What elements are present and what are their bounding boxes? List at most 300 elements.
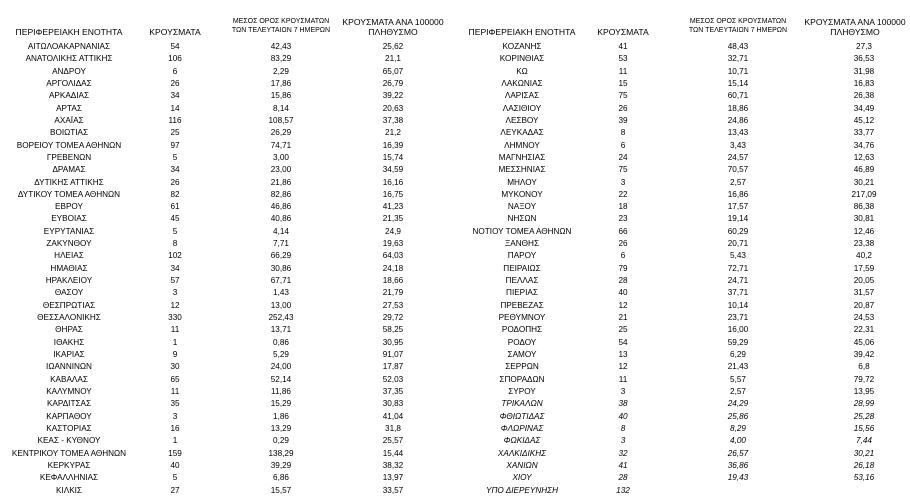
left-cell-region: ΕΥΒΟΙΑΣ xyxy=(51,214,87,224)
right-cell-per100k: 20,05 xyxy=(853,276,875,286)
right-cell-per100k: 86,38 xyxy=(853,202,875,212)
left-cell-avg: 5,29 xyxy=(273,350,289,359)
left-cell-region: ΑΝΔΡΟΥ xyxy=(52,66,86,76)
right-cell-region: ΠΕΙΡΑΙΩΣ xyxy=(503,263,541,273)
table-row xyxy=(0,287,910,299)
right-cell-region: ΜΑΓΝΗΣΙΑΣ xyxy=(498,152,546,162)
left-cell-cases: 159 xyxy=(168,448,182,458)
table-row xyxy=(0,250,910,262)
right-cell-per100k: 40,2 xyxy=(856,251,872,261)
right-cell-per100k: 27,3 xyxy=(856,42,872,51)
right-cell-per100k: 13,95 xyxy=(853,386,875,396)
left-cell-region: ΑΙΤΩΛΟΑΚΑΡΝΑΝΙΑΣ xyxy=(27,42,111,51)
left-cell-per100k: 29,72 xyxy=(382,313,404,323)
left-cell-per100k: 24,18 xyxy=(382,263,404,273)
table-row xyxy=(0,41,910,53)
left-cell-cases: 12 xyxy=(170,300,180,310)
left-cell-avg: 0,29 xyxy=(273,436,289,446)
left-cell-per100k: 13,97 xyxy=(382,473,404,483)
left-cell-region: ΚΑΡΔΙΤΣΑΣ xyxy=(46,399,92,409)
right-cell-cases: 75 xyxy=(618,165,628,175)
table-row xyxy=(0,201,910,213)
right-cell-region: ΜΗΛΟΥ xyxy=(507,177,537,187)
left-cell-cases: 16 xyxy=(170,423,180,433)
right-cell-region: ΤΡΙΚΑΛΩΝ xyxy=(501,399,543,409)
left-cell-per100k: 37,38 xyxy=(382,115,404,125)
left-cell-cases: 3 xyxy=(172,411,178,421)
table-row xyxy=(0,66,910,78)
left-cell-per100k: 34,59 xyxy=(382,165,404,175)
table-row xyxy=(0,226,910,238)
left-cell-per100k: 15,74 xyxy=(382,152,404,162)
right-cell-per100k: 79,72 xyxy=(853,374,875,384)
right-cell-region: ΧΙΟΥ xyxy=(512,473,532,483)
right-cell-region: ΝΗΣΩΝ xyxy=(507,214,537,224)
left-cell-region: ΕΒΡΟΥ xyxy=(55,202,83,212)
left-cell-cases: 27 xyxy=(170,485,180,495)
table-row xyxy=(0,324,910,336)
right-cell-avg xyxy=(676,485,800,497)
right-cell-region: ΝΟΤΙΟΥ ΤΟΜΕΑ ΑΘΗΝΩΝ xyxy=(472,226,572,236)
right-cell-region: ΠΕΛΛΑΣ xyxy=(505,276,539,286)
left-cell-cases: 5 xyxy=(172,152,178,162)
left-cell-per100k: 25,57 xyxy=(382,436,404,446)
right-cell-avg: 10,14 xyxy=(727,300,749,310)
right-cell-per100k: 7,44 xyxy=(856,436,872,446)
left-cell-per100k: 16,39 xyxy=(382,140,404,150)
left-cell-avg: 1,43 xyxy=(273,288,289,298)
right-cell-region: ΦΩΚΙΔΑΣ xyxy=(503,436,541,446)
table-row xyxy=(0,53,910,65)
table-row xyxy=(0,349,910,361)
left-cell-avg: 2,29 xyxy=(273,66,289,76)
left-cell-cases: 102 xyxy=(168,251,182,261)
right-cell-region: ΛΕΥΚΑΔΑΣ xyxy=(500,128,544,138)
right-cell-region: ΛΑΡΙΣΑΣ xyxy=(504,91,540,101)
left-cell-avg: 11,86 xyxy=(271,386,291,396)
left-cell-region: ΚΑΣΤΟΡΙΑΣ xyxy=(46,423,92,433)
right-cell-per100k: 24,53 xyxy=(853,313,875,323)
right-cell-avg: 60,71 xyxy=(727,91,749,101)
right-cell-region: ΜΕΣΣΗΝΙΑΣ xyxy=(498,165,546,175)
left-cell-per100k: 39,22 xyxy=(382,91,404,101)
header-per100k-right-line1: ΚΡΟΥΣΜΑΤΑ ΑΝΑ 100000 xyxy=(804,17,906,27)
left-cell-avg: 83,29 xyxy=(270,54,292,64)
right-cell-cases: 40 xyxy=(618,288,628,298)
header-cases-left: ΚΡΟΥΣΜΑΤΑ xyxy=(149,27,201,37)
right-cell-region: ΛΑΣΙΘΙΟΥ xyxy=(502,103,542,113)
left-cell-avg: 66,29 xyxy=(270,251,292,261)
right-cell-region: ΠΡΕΒΕΖΑΣ xyxy=(500,300,544,310)
right-cell-avg: 20,71 xyxy=(727,239,749,249)
right-cell-per100k: 33,77 xyxy=(853,128,875,138)
left-cell-region: ΗΛΕΙΑΣ xyxy=(54,251,84,261)
table-row xyxy=(0,152,910,164)
left-cell-per100k: 21,35 xyxy=(382,214,404,224)
right-cell-per100k: 36,53 xyxy=(853,54,875,64)
right-cell-per100k: 217,09 xyxy=(851,189,877,199)
left-cell-region: ΗΜΑΘΙΑΣ xyxy=(50,263,88,273)
left-cell-cases: 34 xyxy=(170,165,180,175)
left-cell-cases: 97 xyxy=(170,140,180,150)
right-cell-avg: 13,43 xyxy=(727,128,749,138)
left-cell-per100k: 16,75 xyxy=(382,189,404,199)
table-row xyxy=(0,189,910,201)
right-cell-cases: 12 xyxy=(618,300,628,310)
left-cell-cases: 57 xyxy=(170,276,180,286)
right-cell-avg: 24,29 xyxy=(727,399,749,409)
right-cell-per100k: 12,63 xyxy=(853,152,875,162)
right-cell-per100k: 28,99 xyxy=(853,399,875,409)
left-cell-avg: 74,71 xyxy=(270,140,292,150)
table-row xyxy=(0,127,910,139)
left-cell-cases: 6 xyxy=(172,66,178,76)
right-cell-cases: 39 xyxy=(618,115,628,125)
right-cell-avg: 19,43 xyxy=(727,473,749,483)
left-cell-region: ΒΟΙΩΤΙΑΣ xyxy=(49,128,89,138)
left-cell-cases: 25 xyxy=(170,128,180,138)
right-cell-region: ΧΑΝΙΩΝ xyxy=(506,460,538,470)
left-cell-cases: 61 xyxy=(170,202,180,212)
right-cell-per100k: 22,31 xyxy=(853,325,875,335)
right-cell-region: ΣΑΜΟΥ xyxy=(507,350,537,359)
left-cell-cases: 35 xyxy=(170,399,180,409)
left-cell-region: ΓΡΕΒΕΝΩΝ xyxy=(46,152,92,162)
right-cell-cases: 15 xyxy=(618,78,628,88)
left-cell-per100k: 16,16 xyxy=(382,177,404,187)
left-cell-per100k: 19,63 xyxy=(382,239,404,249)
left-cell-avg: 252,43 xyxy=(268,313,294,323)
right-cell-avg: 5,43 xyxy=(730,251,746,261)
right-cell-avg: 2,57 xyxy=(730,177,746,187)
right-cell-cases: 54 xyxy=(618,337,628,347)
right-cell-cases: 24 xyxy=(618,152,628,162)
right-cell-avg: 48,43 xyxy=(727,42,749,51)
right-cell-per100k: 30,21 xyxy=(853,448,875,458)
right-cell-cases: 40 xyxy=(618,411,628,421)
right-cell-avg: 3,43 xyxy=(730,140,746,150)
left-cell-cases: 34 xyxy=(170,91,180,101)
left-cell-cases: 1 xyxy=(172,337,178,347)
left-cell-avg: 67,71 xyxy=(270,276,292,286)
left-cell-region: ΚΙΛΚΙΣ xyxy=(55,485,82,495)
right-cell-cases: 21 xyxy=(618,313,628,323)
right-cell-avg: 26,57 xyxy=(727,448,749,458)
left-cell-cases: 5 xyxy=(172,473,178,483)
right-cell-cases: 38 xyxy=(618,399,628,409)
left-cell-per100k: 18,66 xyxy=(382,276,404,286)
right-cell-region: ΦΛΩΡΙΝΑΣ xyxy=(500,423,544,433)
right-cell-per100k: 34,49 xyxy=(853,103,875,113)
left-cell-avg: 1,86 xyxy=(273,411,289,421)
right-cell-per100k: 15,56 xyxy=(853,423,875,433)
left-cell-region: ΚΑΛΥΜΝΟΥ xyxy=(46,386,92,396)
right-cell-avg: 21,43 xyxy=(727,362,749,372)
right-cell-cases: 28 xyxy=(618,473,628,483)
right-cell-avg: 70,57 xyxy=(727,165,749,175)
header-avg-left xyxy=(212,18,350,35)
right-cell-avg: 37,71 xyxy=(727,288,749,298)
right-cell-cases: 79 xyxy=(618,263,628,273)
left-cell-cases: 330 xyxy=(168,313,182,323)
right-cell-cases: 11 xyxy=(618,374,628,384)
left-cell-avg: 17,86 xyxy=(270,78,292,88)
right-cell-cases: 8 xyxy=(620,423,626,433)
left-cell-per100k: 21,79 xyxy=(382,288,404,298)
right-cell-per100k: 31,98 xyxy=(853,66,875,76)
right-cell-avg: 59,29 xyxy=(727,337,749,347)
right-cell-region: ΦΘΙΩΤΙΔΑΣ xyxy=(499,411,545,421)
header-cases-right: ΚΡΟΥΣΜΑΤΑ xyxy=(597,27,649,37)
right-cell-avg: 5,57 xyxy=(730,374,746,384)
left-cell-per100k: 25,62 xyxy=(382,42,404,51)
table-row xyxy=(0,337,910,349)
right-cell-per100k: 17,59 xyxy=(853,263,875,273)
right-cell-cases: 12 xyxy=(618,362,628,372)
left-cell-cases: 26 xyxy=(170,78,180,88)
right-cell-per100k: 23,38 xyxy=(853,239,875,249)
left-cell-cases: 11 xyxy=(170,386,180,396)
left-cell-per100k: 91,07 xyxy=(382,350,404,359)
left-cell-avg: 82,86 xyxy=(270,189,292,199)
right-cell-avg: 18,86 xyxy=(727,103,749,113)
header-avg-right-line1: ΜΕΣΟΣ ΟΡΟΣ ΚΡΟΥΣΜΑΤΩΝ xyxy=(689,18,787,25)
right-cell-per100k xyxy=(818,485,910,497)
left-cell-avg: 46,86 xyxy=(270,202,292,212)
right-cell-region: ΣΠΟΡΑΔΩΝ xyxy=(499,374,545,384)
right-cell-region: ΠΑΡΟΥ xyxy=(507,251,537,261)
left-cell-per100k: 21,2 xyxy=(385,128,401,138)
left-cell-cases: 14 xyxy=(170,103,180,113)
header-per100k-right-line2: ΠΛΗΘΥΣΜΟ xyxy=(830,27,880,37)
left-cell-region: ΗΡΑΚΛΕΙΟΥ xyxy=(45,276,93,286)
table-row xyxy=(0,398,910,410)
right-cell-avg: 72,71 xyxy=(727,263,749,273)
left-cell-avg: 4,14 xyxy=(273,226,289,236)
left-cell-cases: 45 xyxy=(170,214,180,224)
table-row xyxy=(0,78,910,90)
right-cell-avg: 2,57 xyxy=(730,386,746,396)
left-cell-cases: 54 xyxy=(170,42,180,51)
table-row xyxy=(0,275,910,287)
right-cell-region: ΚΟΡΙΝΘΙΑΣ xyxy=(499,54,545,64)
table-row xyxy=(0,213,910,225)
table-row xyxy=(0,177,910,189)
right-cell-per100k: 16,83 xyxy=(853,78,875,88)
table-row xyxy=(0,448,910,460)
left-cell-avg: 13,00 xyxy=(270,300,292,310)
right-cell-region: ΠΙΕΡΙΑΣ xyxy=(506,288,538,298)
right-cell-cases: 66 xyxy=(618,226,628,236)
header-per100k-left-line1: ΚΡΟΥΣΜΑΤΑ ΑΝΑ 100000 xyxy=(342,17,444,27)
header-avg-right-line2: ΤΩΝ ΤΕΛΕΥΤΑΙΩΝ 7 ΗΜΕΡΩΝ xyxy=(688,26,788,34)
left-cell-avg: 7,71 xyxy=(273,239,289,249)
right-cell-region: ΞΑΝΘΗΣ xyxy=(504,239,540,249)
table-row xyxy=(0,423,910,435)
table-row xyxy=(0,411,910,423)
left-cell-avg: 24,00 xyxy=(270,362,292,372)
right-cell-region: ΚΩ xyxy=(516,66,528,76)
right-cell-cases: 28 xyxy=(618,276,628,286)
left-cell-per100k: 64,03 xyxy=(382,251,404,261)
right-cell-avg: 16,86 xyxy=(727,189,749,199)
right-cell-per100k: 45,12 xyxy=(853,115,875,125)
left-cell-region: ΘΕΣΠΡΩΤΙΑΣ xyxy=(42,300,96,310)
right-cell-per100k: 31,57 xyxy=(853,288,875,298)
table-row xyxy=(0,361,910,373)
left-cell-region: ΘΑΣΟΥ xyxy=(54,288,84,298)
table-row xyxy=(0,460,910,472)
left-cell-avg: 40,86 xyxy=(270,214,292,224)
left-cell-avg: 15,29 xyxy=(270,399,292,409)
right-cell-avg: 19,14 xyxy=(727,214,749,224)
right-cell-avg: 24,86 xyxy=(727,115,749,125)
left-cell-per100k: 26,79 xyxy=(382,78,404,88)
right-cell-region: ΝΑΞΟΥ xyxy=(507,202,537,212)
right-cell-avg: 32,71 xyxy=(727,54,749,64)
right-cell-cases: 41 xyxy=(618,460,628,470)
right-cell-avg: 8,29 xyxy=(730,423,746,433)
right-cell-avg: 36,86 xyxy=(727,460,749,470)
left-cell-region: ΚΕΝΤΡΙΚΟΥ ΤΟΜΕΑ ΑΘΗΝΩΝ xyxy=(11,448,127,458)
left-cell-per100k: 65,07 xyxy=(382,66,404,76)
right-cell-region: ΡΕΘΥΜΝΟΥ xyxy=(498,313,546,323)
right-cell-avg: 60,29 xyxy=(727,226,749,236)
left-cell-avg: 26,29 xyxy=(270,128,292,138)
left-cell-avg: 108,57 xyxy=(268,115,294,125)
right-cell-cases: 75 xyxy=(618,91,628,101)
left-cell-avg: 0,86 xyxy=(273,337,289,347)
right-cell-avg: 24,57 xyxy=(727,152,749,162)
header-region-right: ΠΕΡΙΦΕΡΕΙΑΚΗ ΕΝΟΤΗΤΑ xyxy=(468,27,576,37)
left-cell-per100k: 33,57 xyxy=(382,485,404,495)
right-cell-per100k: 6,8 xyxy=(858,362,870,372)
left-cell-per100k: 41,23 xyxy=(382,202,404,212)
left-cell-cases: 106 xyxy=(168,54,182,64)
left-cell-avg: 52,14 xyxy=(270,374,292,384)
table-row xyxy=(0,435,910,447)
left-cell-cases: 3 xyxy=(172,288,178,298)
right-cell-per100k: 30,21 xyxy=(853,177,875,187)
table-row xyxy=(0,374,910,386)
left-cell-per100k: 27,53 xyxy=(382,300,404,310)
right-cell-avg: 10,71 xyxy=(727,66,749,76)
table-row xyxy=(0,472,910,484)
header-region-left: ΠΕΡΙΦΕΡΕΙΑΚΗ ΕΝΟΤΗΤΑ xyxy=(15,27,123,37)
left-cell-region: ΑΧΑΪΑΣ xyxy=(54,115,84,125)
right-cell-avg: 6,29 xyxy=(730,350,746,359)
left-cell-avg: 15,57 xyxy=(270,485,292,495)
left-cell-cases: 9 xyxy=(172,350,178,359)
left-cell-region: ΚΑΡΠΑΘΟΥ xyxy=(46,411,92,421)
left-cell-avg: 15,86 xyxy=(270,91,292,101)
right-cell-region: ΡΟΔΟΥ xyxy=(507,337,537,347)
left-cell-region: ΕΥΡΥΤΑΝΙΑΣ xyxy=(43,226,95,236)
left-cell-region: ΙΩΑΝΝΙΝΩΝ xyxy=(46,362,92,372)
left-cell-cases: 11 xyxy=(170,325,180,335)
right-cell-cases: 6 xyxy=(620,140,626,150)
left-cell-cases: 116 xyxy=(168,115,182,125)
right-cell-cases: 3 xyxy=(620,177,626,187)
table-row xyxy=(0,386,910,398)
left-cell-avg: 21,86 xyxy=(270,177,292,187)
right-cell-per100k: 46,89 xyxy=(853,165,875,175)
left-cell-region: ΚΕΦΑΛΛΗΝΙΑΣ xyxy=(39,473,99,483)
right-cell-avg: 17,57 xyxy=(727,202,749,212)
right-cell-cases: 18 xyxy=(618,202,628,212)
left-cell-region: ΙΘΑΚΗΣ xyxy=(53,337,85,347)
left-cell-per100k: 38,32 xyxy=(382,460,404,470)
left-cell-avg: 6,86 xyxy=(273,473,289,483)
right-cell-per100k: 45,06 xyxy=(853,337,875,347)
left-cell-per100k: 17,87 xyxy=(382,362,404,372)
right-cell-per100k: 30,81 xyxy=(853,214,875,224)
right-cell-region: ΡΟΔΟΠΗΣ xyxy=(501,325,543,335)
left-cell-per100k: 58,25 xyxy=(382,325,404,335)
right-cell-cases: 41 xyxy=(618,42,628,51)
left-cell-per100k: 52,03 xyxy=(382,374,404,384)
right-cell-region: ΛΑΚΩΝΙΑΣ xyxy=(501,78,543,88)
left-cell-per100k: 24,9 xyxy=(385,226,401,236)
left-cell-cases: 26 xyxy=(170,177,180,187)
left-cell-region: ΒΟΡΕΙΟΥ ΤΟΜΕΑ ΑΘΗΝΩΝ xyxy=(16,140,122,150)
table-row xyxy=(0,485,910,497)
right-cell-avg: 25,86 xyxy=(727,411,749,421)
right-cell-per100k: 53,16 xyxy=(853,473,875,483)
right-cell-cases: 32 xyxy=(618,448,628,458)
left-cell-cases: 40 xyxy=(170,460,180,470)
left-cell-region: ΘΕΣΣΑΛΟΝΙΚΗΣ xyxy=(37,313,101,323)
header-avg-left-line2: ΤΩΝ ΤΕΛΕΥΤΑΙΩΝ 7 ΗΜΕΡΩΝ xyxy=(231,26,331,34)
left-cell-cases: 5 xyxy=(172,226,178,236)
right-cell-cases: 3 xyxy=(620,436,626,446)
right-cell-avg: 16,00 xyxy=(727,325,749,335)
right-cell-cases: 11 xyxy=(618,66,628,76)
left-cell-region: ΔΡΑΜΑΣ xyxy=(52,165,86,175)
table-row xyxy=(0,312,910,324)
right-cell-region: ΥΠΟ ΔΙΕΡΕΥΝΗΣΗ xyxy=(486,485,558,495)
left-cell-avg: 23,00 xyxy=(270,165,292,175)
right-cell-per100k: 26,18 xyxy=(853,460,875,470)
right-cell-region: ΣΕΡΡΩΝ xyxy=(505,362,539,372)
header-per100k-left xyxy=(340,17,446,37)
left-cell-region: ΘΗΡΑΣ xyxy=(55,325,83,335)
table-row xyxy=(0,90,910,102)
left-cell-region: ΚΑΒΑΛΑΣ xyxy=(50,374,88,384)
right-cell-cases: 23 xyxy=(618,214,628,224)
right-cell-cases: 26 xyxy=(618,239,628,249)
left-cell-per100k: 37,35 xyxy=(382,386,404,396)
table-row xyxy=(0,103,910,115)
left-cell-region: ΚΕΑΣ - ΚΥΘΝΟΥ xyxy=(37,436,101,446)
right-cell-cases: 8 xyxy=(620,128,626,138)
table-row xyxy=(0,115,910,127)
left-cell-avg: 13,29 xyxy=(270,423,292,433)
left-cell-cases: 8 xyxy=(172,239,178,249)
right-cell-per100k: 34,76 xyxy=(853,140,875,150)
table-row xyxy=(0,140,910,152)
right-cell-cases: 3 xyxy=(620,386,626,396)
right-cell-avg: 23,71 xyxy=(727,313,749,323)
left-cell-cases: 82 xyxy=(170,189,180,199)
right-cell-region: ΜΥΚΟΝΟΥ xyxy=(501,189,543,199)
header-avg-left-line1: ΜΕΣΟΣ ΟΡΟΣ ΚΡΟΥΣΜΑΤΩΝ xyxy=(232,18,330,25)
table-row xyxy=(0,300,910,312)
right-cell-avg: 4,00 xyxy=(730,436,746,446)
right-cell-avg: 24,71 xyxy=(727,276,749,286)
left-cell-region: ΑΡΤΑΣ xyxy=(56,103,82,113)
left-cell-region: ΑΝΑΤΟΛΙΚΗΣ ΑΤΤΙΚΗΣ xyxy=(25,54,113,64)
